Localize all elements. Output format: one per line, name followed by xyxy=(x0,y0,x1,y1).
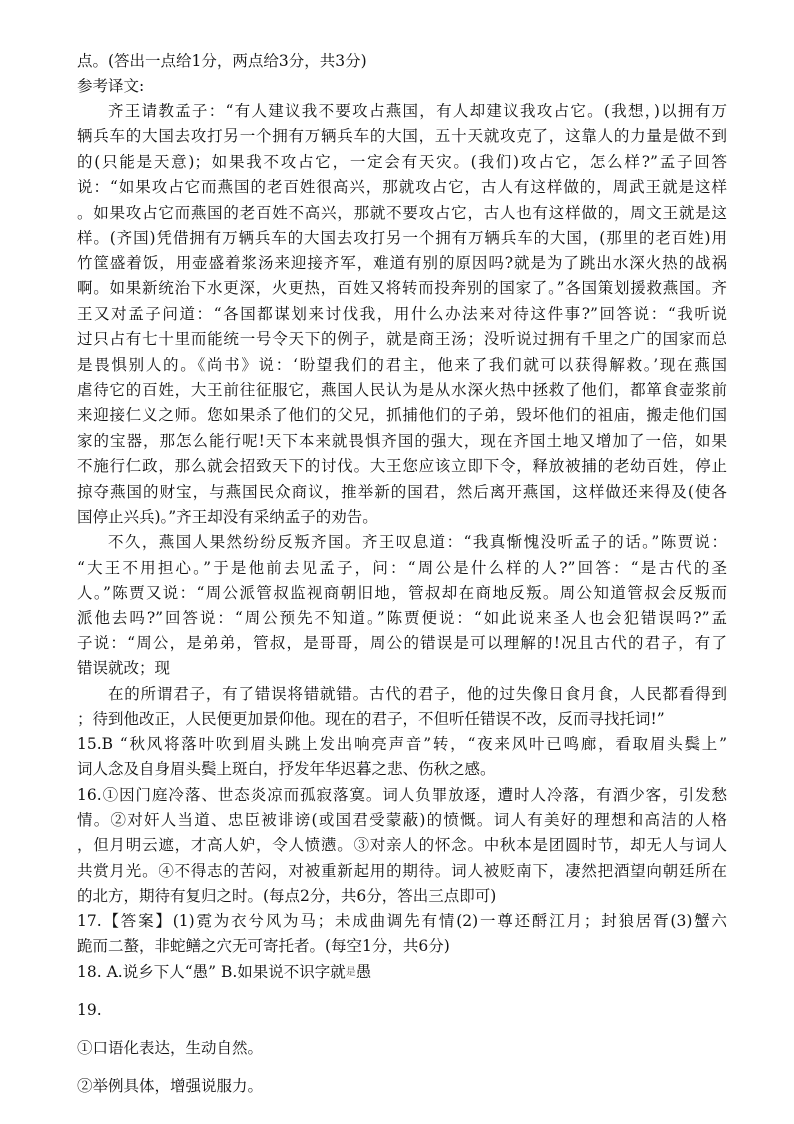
text-line-13: 是畏惧别人的。《尚书》说：‘盼望我们的君主，他来了我们就可以获得解救。’现在燕国 xyxy=(77,356,727,374)
answer-18-text: 18. A.说乡下人“愚” B.如果说不识字就 xyxy=(77,963,346,981)
text-line-15: 来迎接仁义之师。您如果杀了他们的父兄，抓捕他们的子弟，毁坏他们的祖庙，搬走他们国 xyxy=(77,406,727,424)
text-line-23: 派他去吗?”回答说：“周公预先不知道。”陈贾便说：“如此说来圣人也会犯错误吗?”孟 xyxy=(77,609,727,627)
text-line-17: 不施行仁政，那么就会招致天下的讨伐。大王您应该立即下令，释放被捕的老幼百姓，停止 xyxy=(77,457,727,475)
text-line-20: 不久，燕国人果然纷纷反叛齐国。齐王叹息道：“我真惭愧没听孟子的话。”陈贾说： xyxy=(108,533,727,551)
text-line-36: 跪而二螯，非蛇鳝之穴无可寄托者。(每空1分，共6分) xyxy=(77,937,450,955)
text-line-2: 参考译文: xyxy=(77,77,145,95)
text-line-37 xyxy=(77,961,727,984)
text-line-33: 共赏月光。④不得志的苦闷，对被重新起用的期待。词人被贬南下，凄然把酒望向朝廷所在 xyxy=(77,862,727,880)
text-line-38: 19. xyxy=(77,1001,102,1019)
text-line-22: 人。”陈贾又说：“周公派管叔监视商朝旧地，管叔却在商地反叛。周公知道管叔会反叛而 xyxy=(77,584,727,602)
text-line-40: ②举例具体，增强说服力。 xyxy=(77,1077,264,1095)
text-line-4: 辆兵车的大国去攻打另一个拥有万辆兵车的大国，五十天就攻克了，这靠人的力量是做不到 xyxy=(77,127,727,145)
text-line-7: 。如果攻占它而燕国的老百姓不高兴，那就不要攻占它，古人也有这样做的，周文王就是这 xyxy=(77,204,727,222)
text-line-31: 情。②对奸人当道、忠臣被诽谤(或国君受蒙蔽)的愤慨。词人有美好的理想和高洁的人格 xyxy=(77,811,727,829)
answer-18-small-mark: 是 xyxy=(345,967,356,978)
text-line-8: 样。(齐国)凭借拥有万辆兵车的大国去攻打另一个拥有万辆兵车的大国，(那里的老百姓)用 xyxy=(77,229,727,247)
text-line-25: 错误就改；现 xyxy=(77,659,171,677)
text-line-24: 子说：“周公，是弟弟，管叔，是哥哥，周公的错误是可以理解的!况且古代的君子，有了 xyxy=(77,634,727,652)
text-line-28: 15.B “秋风将落叶吹到眉头跳上发出响亮声音”转，“夜来风叶已鸣廊，看取眉头鬓上” xyxy=(77,735,727,753)
text-line-6: 说：“如果攻占它而燕国的老百姓很高兴，那就攻占它，古人有这样做的，周武王就是这样 xyxy=(77,178,727,196)
text-line-11: 王又对孟子问道：“各国都谋划来讨伐我，用什么办法来对待这件事?”回答说：“我听说 xyxy=(77,305,727,323)
text-line-30: 16.①因门庭冷落、世态炎凉而孤寂落寞。词人负罪放逐，遭时人冷落，有酒少客，引发愁 xyxy=(77,786,727,804)
text-line-3: 齐王请教孟子：“有人建议我不要攻占燕国，有人却建议我攻占它。(我想，)以拥有万 xyxy=(108,102,727,120)
text-line-29: 词人念及自身眉头鬓上斑白，抒发年华迟暮之悲、伤秋之感。 xyxy=(77,760,496,778)
text-line-34: 的北方，期待有复归之时。(每点2分，共6分，答出三点即可) xyxy=(77,887,497,905)
text-line-5: 的(只能是天意)；如果我不攻占它，一定会有天灾。(我们)攻占它，怎么样?”孟子回答 xyxy=(77,153,727,171)
text-line-16: 家的宝器，那怎么能行呢!天下本来就畏惧齐国的强大，现在齐国土地又增加了一倍，如果 xyxy=(77,432,727,450)
text-line-19: 国停止兴兵)。”齐王却没有采纳孟子的劝告。 xyxy=(77,508,378,526)
text-line-1: 点。(答出一点给1分，两点给3分，共3分) xyxy=(77,52,367,70)
text-line-32: ，但月明云遮，才高人妒，令人愤懑。③对亲人的怀念。中秋本是团圆时节，却无人与词人 xyxy=(77,836,727,854)
text-line-35: 17.【答案】(1)霓为衣兮风为马；未成曲调先有情(2)一尊还酹江月；封狼居胥(3)蟹六 xyxy=(77,912,727,930)
text-line-26: 在的所谓君子，有了错误将错就错。古代的君子，他的过失像日食月食，人民都看得到 xyxy=(108,685,727,703)
text-line-14: 虐待它的百姓，大王前往征服它，燕国人民认为是从水深火热中拯救了他们，都箪食壶浆前 xyxy=(77,381,727,399)
text-line-18: 掠夺燕国的财宝，与燕国民众商议，推举新的国君，然后离开燕国，这样做还来得及(使各 xyxy=(77,483,727,501)
text-line-12: 过只占有七十里而能统一号令天下的例子，就是商王汤；没听说过拥有千里之广的国家而总 xyxy=(77,330,727,348)
text-line-21: “大王不用担心。”于是他前去见孟子，问：“周公是什么样的人?”回答：“是古代的圣 xyxy=(77,559,727,577)
answer-18-tail: 愚 xyxy=(355,963,372,981)
text-line-10: 啊。如果新统治下水更深，火更热，百姓又将转而投奔别的国家了。”各国策划援救燕国。齐 xyxy=(77,279,727,297)
text-line-9: 竹筐盛着饭，用壶盛着浆汤来迎接齐军，难道有别的原因吗?就是为了跳出水深火热的战祸 xyxy=(77,254,727,272)
text-line-39: ①口语化表达，生动自然。 xyxy=(77,1039,264,1057)
text-line-27: ；待到他改正，人民便更加景仰他。现在的君子，不但听任错误不改，反而寻找托词!” xyxy=(77,710,665,728)
